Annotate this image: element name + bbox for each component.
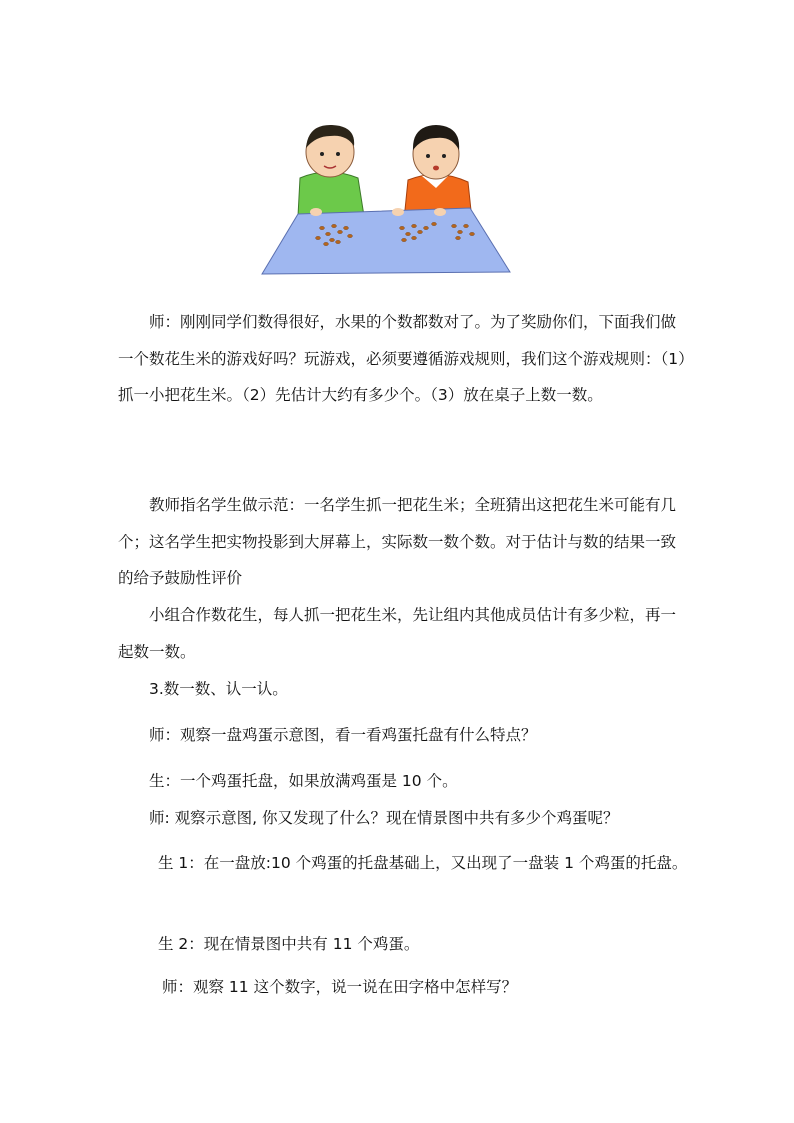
paragraph-teacher-question: 师：观察一盘鸡蛋示意图，看一看鸡蛋托盘有什么特点？ <box>149 726 537 744</box>
section-heading: 3.数一数、认一认。 <box>149 680 288 698</box>
paragraph-teacher-demo: 教师指名学生做示范：一名学生抓一把花生米；全班猜出这把花生米可能有几个；这名学生把实物投影到大屏幕上，实际数一数个数。对于估计与数的结果一致的给予鼓励性评价 <box>118 496 677 587</box>
paragraph-student-answer: 生：一个鸡蛋托盘，如果放满鸡蛋是 10 个。 <box>149 772 458 790</box>
children-counting-peanuts-illustration <box>258 116 514 276</box>
paragraph-teacher-write: 师：观察 11 这个数字，说一说在田字格中怎样写？ <box>162 978 518 996</box>
paragraph-teacher-observe: 师: 观察示意图, 你又发现了什么？现在情景图中共有多少个鸡蛋呢？ <box>149 809 619 827</box>
paragraph-group-work: 小组合作数花生，每人抓一把花生米，先让组内其他成员估计有多少粒，再一起数一数。 <box>118 606 677 661</box>
paragraph-game-rules: 师：刚刚同学们数得很好，水果的个数都数对了。为了奖励你们，下面我们做一个数花生米的游戏好吗？玩游戏，必须要遵循游戏规则，我们这个游戏规则：（1）抓一小把花生米。（2）先估计大约有多少个。（3）放在桌子上数一数。 <box>118 313 686 404</box>
paragraph-student-2: 生 2：现在情景图中共有 11 个鸡蛋。 <box>158 935 420 953</box>
paragraph-student-1: 生 1：在一盘放:10 个鸡蛋的托盘基础上，又出现了一盘装 1 个鸡蛋的托盘。 <box>158 854 688 872</box>
